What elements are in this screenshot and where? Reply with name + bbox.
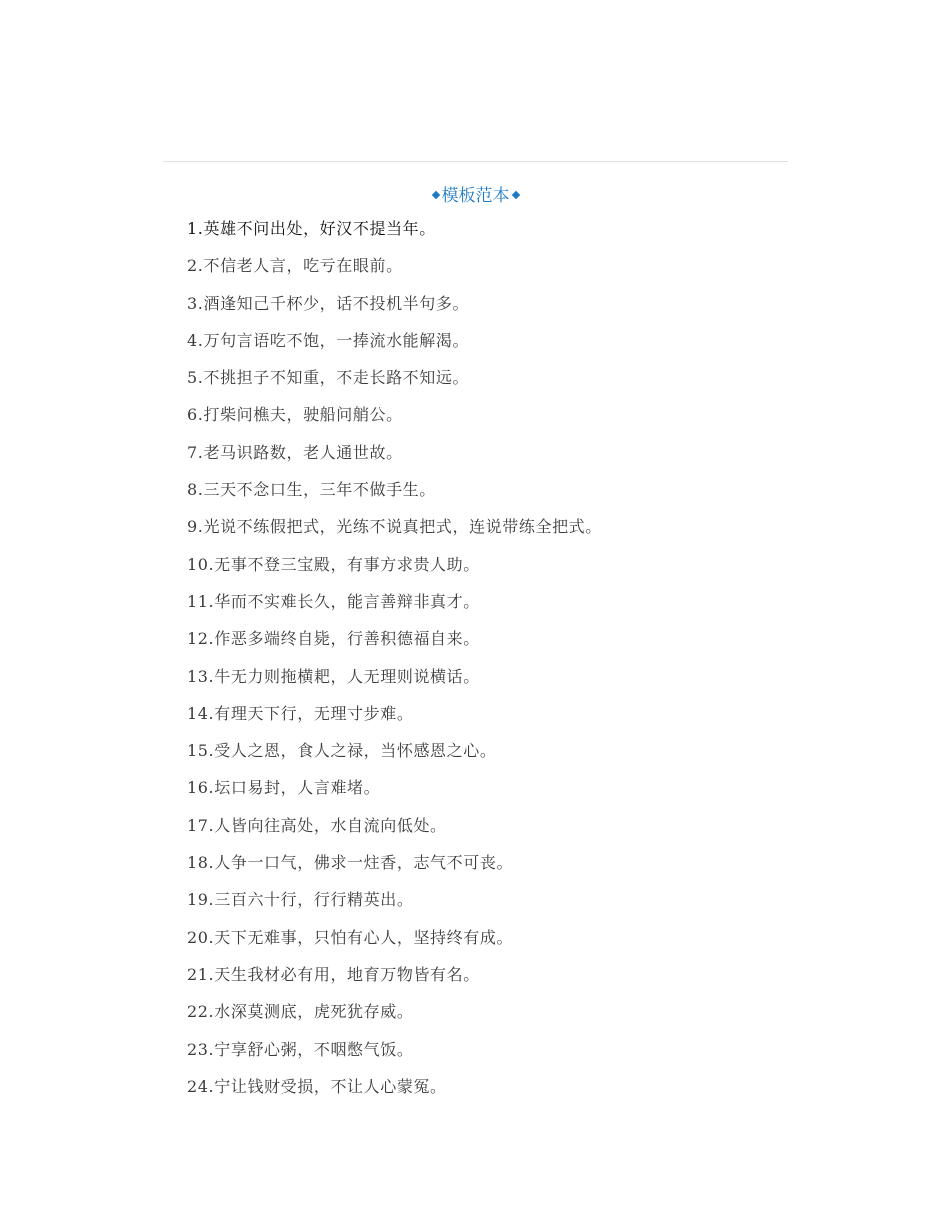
list-item: 24.宁让钱财受损，不让人心蒙冤。 bbox=[187, 1076, 447, 1096]
list-item: 21.天生我材必有用，地育万物皆有名。 bbox=[187, 964, 480, 984]
list-item: 4.万句言语吃不饱，一捧流水能解渴。 bbox=[187, 330, 470, 350]
list-item: 22.水深莫测底，虎死犹存威。 bbox=[187, 1002, 414, 1022]
list-item: 12.作恶多端终自毙，行善积德福自来。 bbox=[187, 629, 480, 649]
header-divider bbox=[163, 161, 788, 162]
list-item: 9.光说不练假把式，光练不说真把式，连说带练全把式。 bbox=[187, 517, 602, 537]
list-item: 17.人皆向往高处，水自流向低处。 bbox=[187, 815, 447, 835]
list-item: 6.打柴问樵夫，驶船问艄公。 bbox=[187, 405, 403, 425]
list-item: 1.英雄不问出处，好汉不提当年。 bbox=[187, 219, 436, 238]
list-item: 20.天下无难事，只怕有心人，坚持终有成。 bbox=[187, 927, 514, 947]
list-item: 5.不挑担子不知重，不走长路不知远。 bbox=[187, 368, 470, 388]
list-item: 14.有理天下行，无理寸步难。 bbox=[187, 703, 414, 723]
section-title-text: 模板范本 bbox=[441, 186, 510, 206]
list-item: 8.三天不念口生，三年不做手生。 bbox=[187, 480, 436, 500]
list-item: 2.不信老人言，吃亏在眼前。 bbox=[187, 256, 403, 276]
list-item: 18.人争一口气，佛求一炷香，志气不可丧。 bbox=[187, 853, 514, 873]
list-item: 7.老马识路数，老人通世故。 bbox=[187, 442, 403, 462]
diamond-bullet-icon bbox=[431, 190, 439, 198]
list-item: 3.酒逢知己千杯少，话不投机半句多。 bbox=[187, 293, 470, 313]
diamond-bullet-icon bbox=[511, 190, 519, 198]
list-item: 23.宁享舒心粥，不咽憋气饭。 bbox=[187, 1039, 414, 1059]
list-item: 13.牛无力则拖横耙，人无理则说横话。 bbox=[187, 666, 480, 686]
list-item: 16.坛口易封，人言难堵。 bbox=[187, 778, 381, 798]
section-title bbox=[163, 184, 788, 208]
list-item: 15.受人之恩，食人之禄，当怀感恩之心。 bbox=[187, 741, 497, 761]
list-item: 10.无事不登三宝殿，有事方求贵人助。 bbox=[187, 554, 480, 574]
proverb-list bbox=[187, 216, 602, 1111]
list-item: 19.三百六十行，行行精英出。 bbox=[187, 890, 414, 910]
list-item: 11.华而不实难长久，能言善辩非真才。 bbox=[187, 591, 480, 611]
